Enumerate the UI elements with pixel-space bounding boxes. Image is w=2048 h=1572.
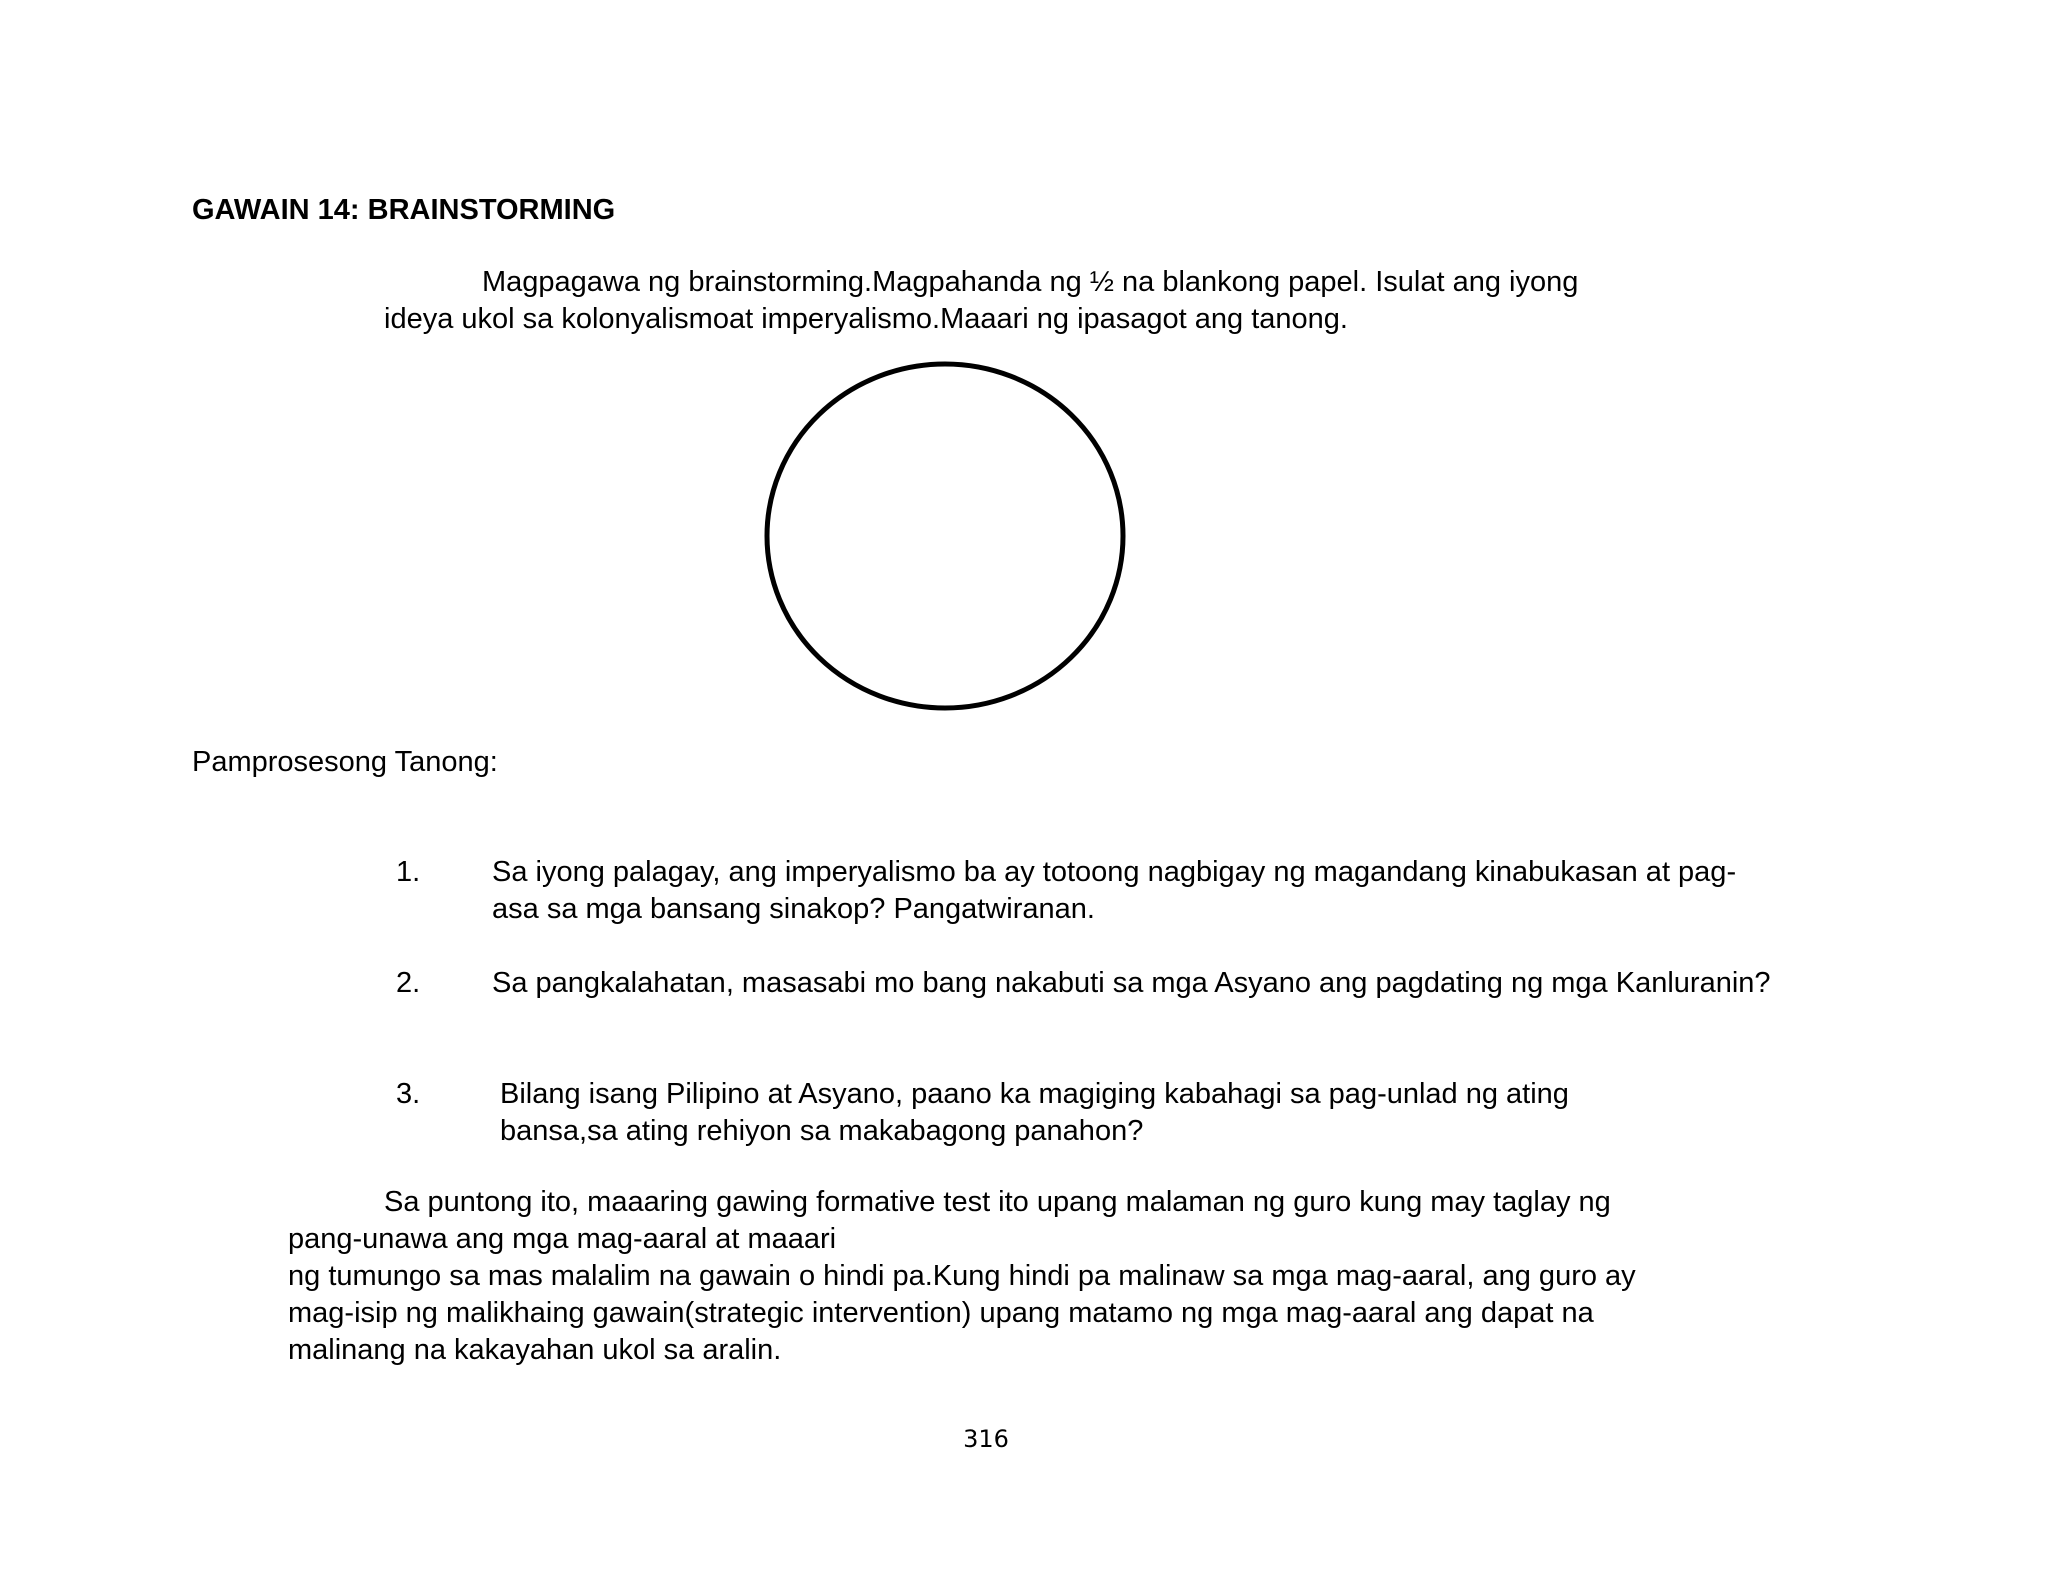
page-number: 316 (963, 1425, 1009, 1453)
question-number: 1. (396, 856, 421, 888)
processing-questions-heading: Pamprosesong Tanong: (192, 746, 498, 778)
question-list (396, 854, 1796, 1187)
question-item (396, 854, 1796, 928)
question-item (396, 1076, 1796, 1150)
question-text: Sa iyong palagay, ang imperyalismo ba ay totoong nagbigay ng magandang kinabukasan at pag-asa sa mga bansang sinakop? Pangatwiranan. (492, 856, 1737, 925)
closing-line-4: mag-isip ng malikhaing gawain(strategic intervention) upang matamo ng mga mag-aaral ang dapat na (288, 1297, 1594, 1329)
question-text: Bilang isang Pilipino at Asyano, paano ka magiging kabahagi sa pag-unlad ng ating bansa,sa ating rehiyon sa makabagong panahon? (500, 1078, 1569, 1147)
closing-line-1: Sa puntong ito, maaaring gawing formative test ito upang malaman ng guro kung may taglay ng (384, 1186, 1611, 1218)
question-item (396, 965, 1796, 1039)
activity-heading: GAWAIN 14: BRAINSTORMING (192, 194, 616, 226)
question-number: 3. (396, 1078, 421, 1110)
brainstorm-circle (764, 360, 1126, 712)
closing-line-5: malinang na kakayahan ukol sa aralin. (288, 1334, 782, 1366)
closing-paragraph (288, 1184, 1788, 1369)
activity-instructions (384, 264, 1784, 338)
instructions-line-1: Magpagawa ng brainstorming.Magpahanda ng ½ na blankong papel. Isulat ang iyong (482, 266, 1579, 298)
question-text: Sa pangkalahatan, masasabi mo bang nakabuti sa mga Asyano ang pagdating ng mga Kanluranin? (492, 967, 1771, 999)
question-number: 2. (396, 967, 421, 999)
closing-line-3: ng tumungo sa mas malalim na gawain o hindi pa.Kung hindi pa malinaw sa mga mag-aaral, ang guro ay (288, 1260, 1636, 1292)
closing-line-2: pang-unawa ang mga mag-aaral at maaari (288, 1223, 837, 1255)
instructions-line-2: ideya ukol sa kolonyalismoat imperyalismo.Maaari ng ipasagot ang tanong. (384, 303, 1348, 335)
